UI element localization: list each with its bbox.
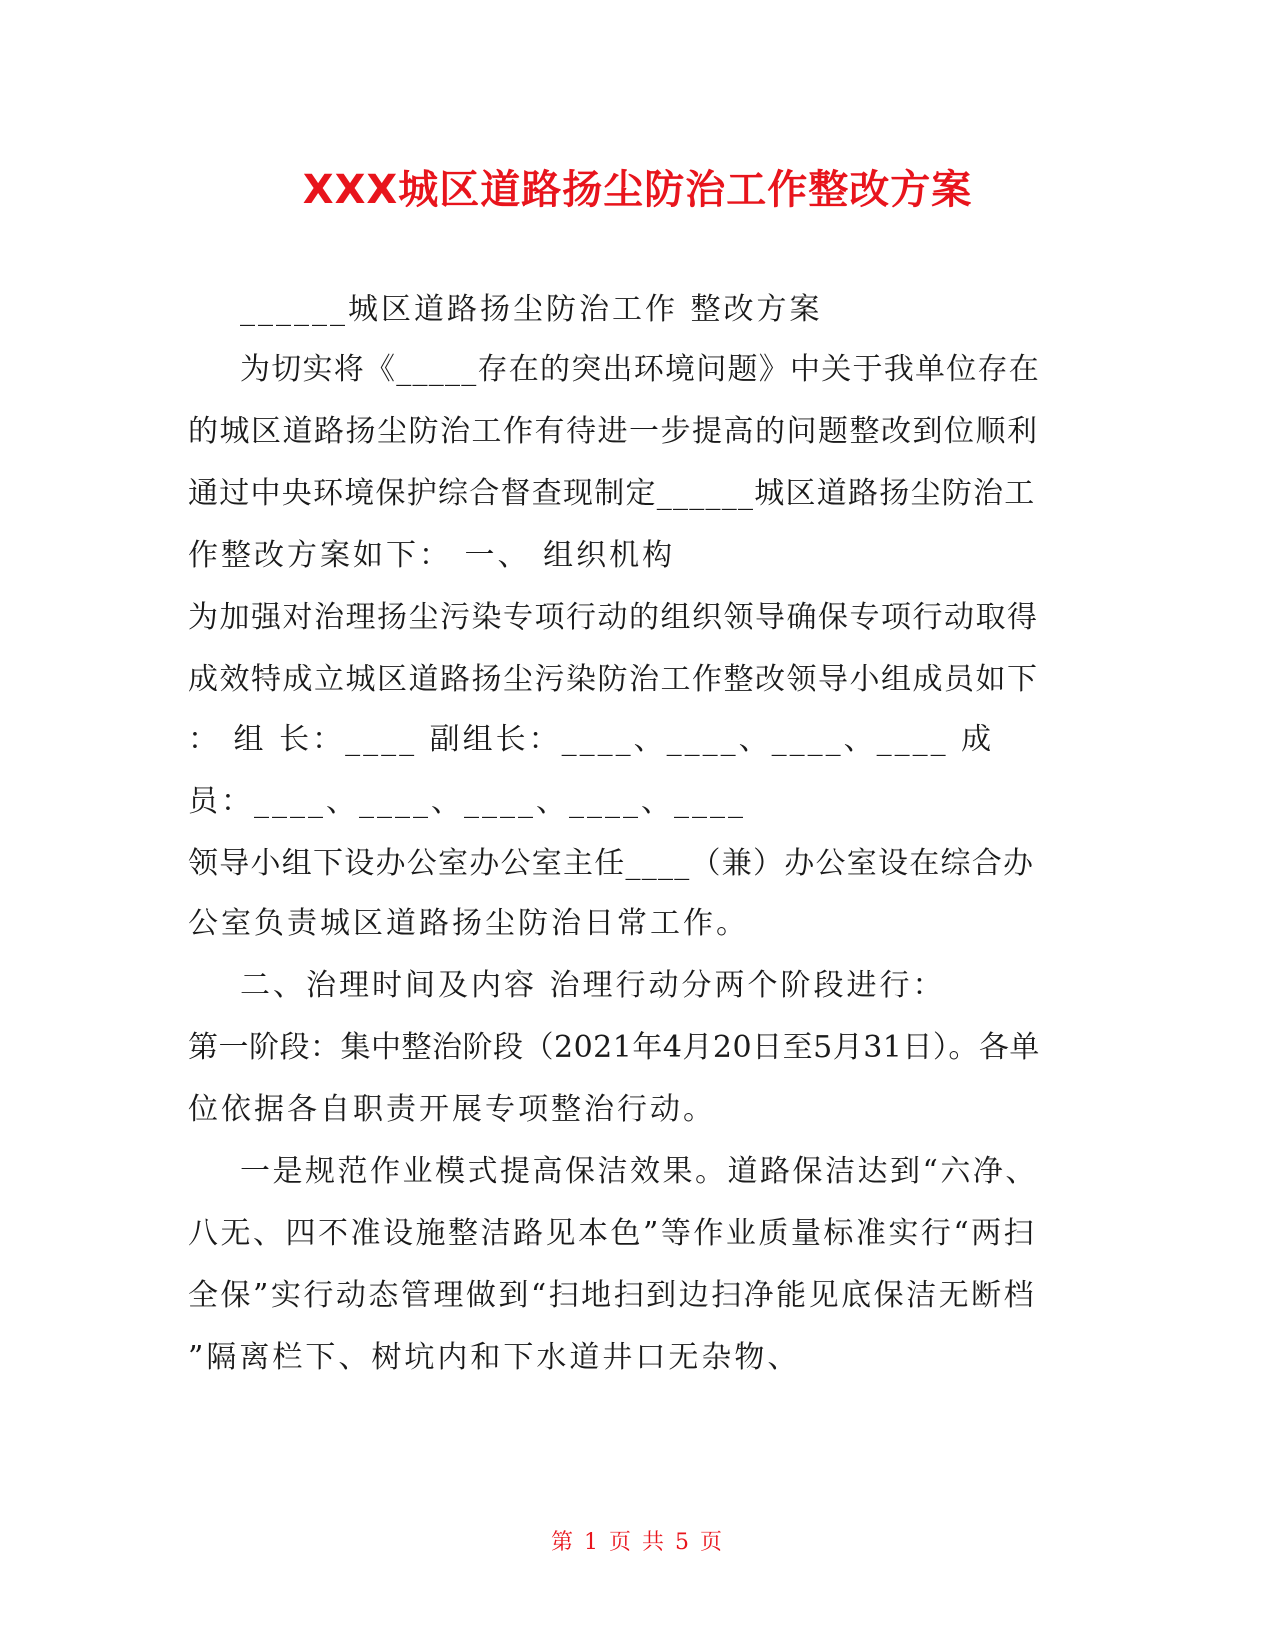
body-line-16: 八无、四不准设施整洁路见本色”等作业质量标准实行“两扫 <box>188 1216 1037 1251</box>
body-line-12: 二、治理时间及内容 治理行动分两个阶段进行： <box>240 968 946 1003</box>
body-line-4: 通过中央环境保护综合督查现制定______城区道路扬尘防治工 <box>188 476 1036 511</box>
body-line-11: 公室负责城区道路扬尘防治日常工作。 <box>188 906 749 941</box>
body-line-15: 一是规范作业模式提高保洁效果。道路保洁达到“六净、 <box>240 1154 1038 1189</box>
body-line-2: 为切实将《_____存在的突出环境问题》中关于我单位存在 <box>240 352 1040 387</box>
body-line-7: 成效特成立城区道路扬尘污染防治工作整改领导小组成员如下 <box>188 662 1039 697</box>
body-line-17: 全保”实行动态管理做到“扫地扫到边扫净能见底保洁无断档 <box>188 1278 1037 1313</box>
body-line-9: 员：____、____、____、____、____ <box>188 784 746 819</box>
page-footer: 第 1 页 共 5 页 <box>551 1530 724 1555</box>
document-title: XXX城区道路扬尘防治工作整改方案 <box>302 167 973 213</box>
body-line-5: 作整改方案如下： 一、 组织机构 <box>188 538 676 573</box>
body-line-3: 的城区道路扬尘防治工作有待进一步提高的问题整改到位顺利 <box>188 414 1039 449</box>
body-line-18: ”隔离栏下、树坑内和下水道井口无杂物、 <box>188 1340 801 1375</box>
body-line-10: 领导小组下设办公室办公室主任____（兼）办公室设在综合办 <box>188 846 1035 881</box>
body-line-13: 第一阶段：集中整治阶段（2021年4月20日至5月31日）。各单 <box>188 1030 1040 1065</box>
body-line-8: ： 组 长：____ 副组长：____、____、____、____ 成 <box>188 722 995 757</box>
body-line-1: ______城区道路扬尘防治工作 整改方案 <box>240 292 823 327</box>
body-line-6: 为加强对治理扬尘污染专项行动的组织领导确保专项行动取得 <box>188 600 1039 635</box>
body-line-14: 位依据各自职责开展专项整治行动。 <box>188 1092 716 1127</box>
